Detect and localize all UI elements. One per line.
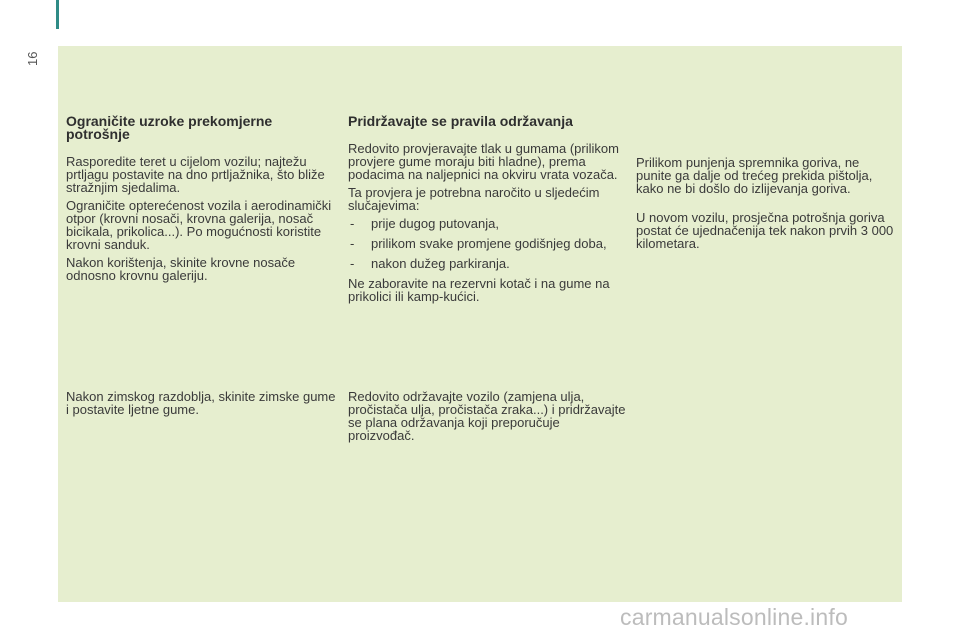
heading-maintenance: Pridržavajte se pravila održavanja (348, 113, 573, 129)
paragraph: Rasporedite teret u cijelom vozilu; najtežu prtljagu postavite na dno prtljažnika, što bliže stražnjim sjedalima. (66, 154, 325, 195)
paragraph-service-plan: Redovito održavajte vozilo (zamjena ulja, pročistača ulja, pročistača zraka...) i pridržavajte se plana održavanja koji preporučuje proizvođač. (348, 389, 626, 443)
tyre-check-list (348, 217, 628, 270)
paragraph: Ne zaboravite na rezervni kotač i na gume na prikolici ili kamp-kućici. (348, 276, 610, 304)
column-fuel (636, 156, 898, 255)
paragraph: Ograničite opterećenost vozila i aerodinamički otpor (krovni nosači, krovna galerija, nosač bicikala, prikolica...). Po mogućnosti koristite krovni sanduk. (66, 198, 332, 252)
list-item: - nakon dužeg parkiranja. (348, 257, 628, 270)
heading-excess-consumption: Ograničite uzroke prekomjerne potrošnje (66, 113, 273, 142)
watermark-text: carmanualsonline.info (620, 604, 848, 630)
paragraph-new-vehicle: U novom vozilu, prosječna potrošnja goriva postat će ujednačenija tek nakon prvih 3 000 kilometara. (636, 210, 894, 251)
paragraph: Nakon korištenja, skinite krovne nosače odnosno krovnu galeriju. (66, 255, 296, 283)
list-item: - prilikom svake promjene godišnjeg doba, (348, 237, 628, 250)
column-maintenance-bottom (348, 390, 628, 447)
page-edge-marker (56, 0, 59, 29)
page-number: 16 (25, 51, 40, 66)
paragraph-refuelling: Prilikom punjenja spremnika goriva, ne punite ga dalje od trećeg prekida pištolja, kako ne bi došlo do izlijevanja goriva. (636, 155, 873, 196)
paragraph: Ta provjera je potrebna naročito u sljedećim slučajevima: (348, 185, 600, 213)
column-consumption (66, 115, 338, 287)
list-item: - prije dugog putovanja, (348, 217, 628, 230)
column-consumption-bottom (66, 390, 338, 421)
paragraph: Redovito provjeravajte tlak u gumama (prilikom provjere gume moraju biti hladne), prema podacima na naljepnici na okviru vrata vozača. (348, 141, 619, 182)
column-maintenance (348, 115, 628, 308)
paragraph-winter-tyres: Nakon zimskog razdoblja, skinite zimske gume i postavite ljetne gume. (66, 389, 336, 417)
